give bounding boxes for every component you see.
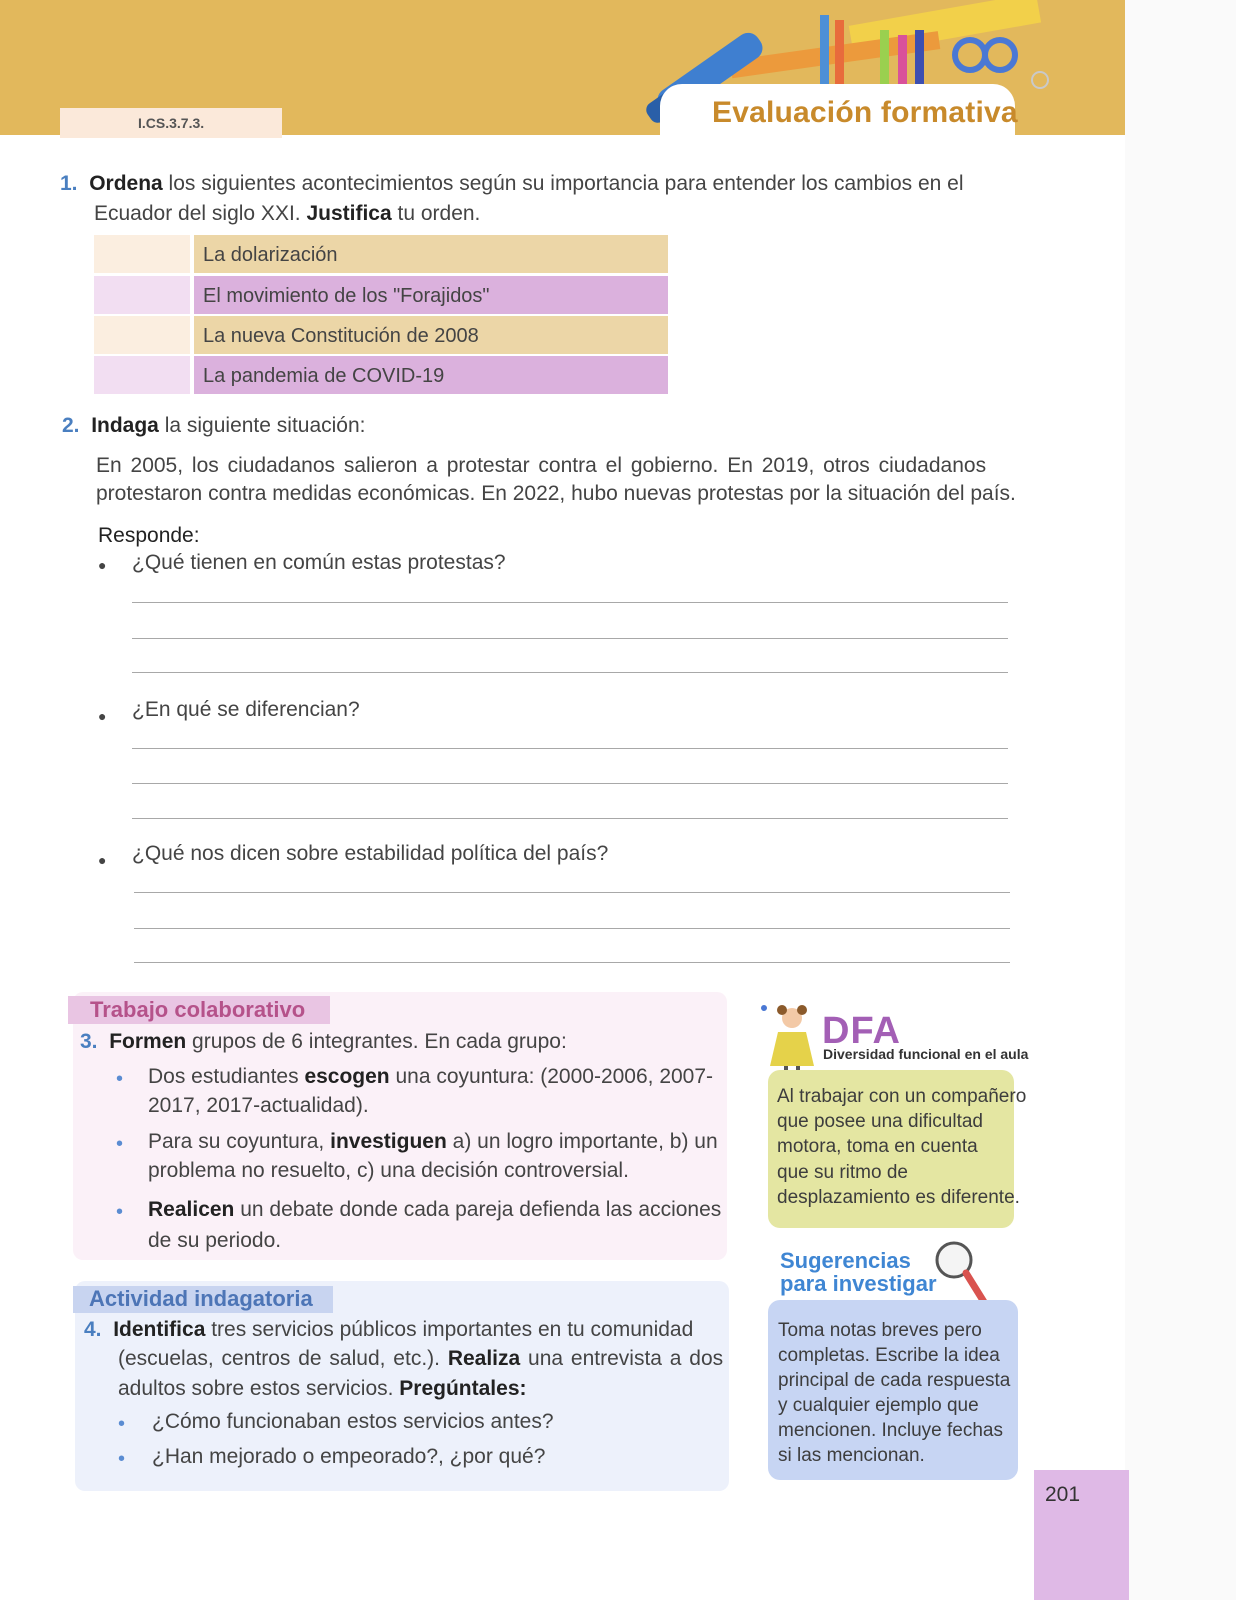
q3-verb: Formen [109, 1030, 187, 1053]
answer-line[interactable] [134, 962, 1010, 963]
answer-line[interactable] [134, 892, 1010, 893]
text: a) un logro importante, b) un [446, 1130, 718, 1153]
dfa-line: Al trabajar con un compañero [777, 1086, 1027, 1107]
q2-number: 2. [62, 414, 80, 437]
text: Dos estudiantes [148, 1065, 305, 1088]
q1-verb2: Justifica [306, 202, 392, 225]
bullet-icon: • [118, 1413, 126, 1435]
q3-text: grupos de 6 integrantes. En cada grupo: [186, 1030, 567, 1053]
q3-bullet1-line1 [148, 1065, 713, 1089]
inquiry-activity-tab [73, 1286, 333, 1313]
order-input-cell[interactable] [94, 356, 190, 394]
text: tres servicios públicos importantes en tu comunidad [205, 1318, 694, 1341]
event-label: La dolarización [203, 244, 338, 266]
indicator-code-tab [60, 108, 282, 138]
dfa-line: motora, toma en cuenta [777, 1136, 978, 1157]
q2-text: la siguiente situación: [158, 414, 366, 437]
text: un debate donde cada pareja defienda las acciones [234, 1198, 722, 1221]
event-row [94, 316, 668, 354]
inquiry-activity-label: Actividad indagatoria [89, 1286, 313, 1311]
q3-bullet3-line2: de su periodo. [148, 1229, 282, 1252]
page-number: 201 [1045, 1483, 1081, 1506]
q4-line1 [84, 1318, 693, 1342]
event-label: La pandemia de COVID-19 [203, 365, 445, 387]
page-margin [1125, 0, 1236, 1600]
q2-question-1: ¿Qué tienen en común estas protestas? [132, 551, 506, 574]
collaborative-work-tab [68, 996, 330, 1024]
bullet-icon: ● [98, 852, 107, 868]
q2-question-3: ¿Qué nos dicen sobre estabilidad política del país? [132, 842, 609, 865]
q2-heading [62, 410, 366, 441]
text: adultos sobre estos servicios. [118, 1377, 400, 1400]
q4-number: 4. [84, 1318, 102, 1341]
magnifying-glass-icon [930, 1238, 990, 1308]
q1-text-a: los siguientes acontecimientos según su importancia para entender los cambios en el [162, 172, 964, 195]
suggestion-line: si las mencionan. [778, 1445, 925, 1466]
q2-paragraph-line2: protestaron contra medidas económicas. En 2022, hubo nuevas protestas por la situación del país. [96, 482, 1016, 505]
event-cell [194, 235, 668, 273]
q3-heading [80, 1030, 567, 1054]
suggestions-box [768, 1300, 1018, 1480]
q3-bullet1-line2: 2017, 2017-actualidad). [148, 1094, 369, 1117]
answer-line[interactable] [134, 928, 1010, 929]
suggestions-title-line2: para investigar [780, 1271, 937, 1296]
suggestion-line: y cualquier ejemplo que [778, 1395, 979, 1416]
event-cell [194, 276, 668, 314]
answer-line[interactable] [132, 818, 1008, 819]
suggestions-title-line1: Sugerencias [780, 1248, 911, 1273]
q2-paragraph-line1: En 2005, los ciudadanos salieron a protestar contra el gobierno. En 2019, otros ciudadanos [96, 454, 987, 477]
q1-line2 [94, 198, 480, 229]
dfa-title: DFA [822, 1010, 901, 1052]
section-title: Evaluación formativa [712, 96, 1018, 129]
indicator-code: I.CS.3.7.3. [138, 115, 205, 131]
verb: Realiza [447, 1347, 521, 1370]
q3-number: 3. [80, 1030, 98, 1053]
bullet-icon: • [116, 1133, 124, 1155]
bullet-icon: • [116, 1068, 124, 1090]
event-row [94, 356, 668, 394]
verb: Pregúntales: [399, 1377, 527, 1400]
dfa-line: que su ritmo de [777, 1162, 908, 1183]
q4-line2 [118, 1347, 723, 1371]
answer-line[interactable] [132, 672, 1008, 673]
collaborative-work-label: Trabajo colaborativo [90, 997, 306, 1022]
q1-line1 [60, 168, 964, 199]
text: una coyuntura: (2000-2006, 2007- [389, 1065, 714, 1088]
q4-bullet1: ¿Cómo funcionaban estos servicios antes? [152, 1410, 554, 1433]
bullet-icon: ● [98, 557, 107, 573]
respond-label: Responde: [98, 524, 200, 547]
q4-bullet2: ¿Han mejorado o empeorado?, ¿por qué? [152, 1445, 546, 1468]
order-input-cell[interactable] [94, 276, 190, 314]
q4-verb: Identifica [113, 1318, 206, 1341]
q3-bullet2-line1 [148, 1130, 718, 1154]
bullet-icon: • [118, 1448, 126, 1470]
text: (escuelas, centros de salud, etc.). [118, 1347, 448, 1370]
suggestion-line: completas. Escribe la idea [778, 1345, 1000, 1366]
q1-number: 1. [60, 172, 78, 195]
suggestion-line: Toma notas breves pero [778, 1320, 982, 1341]
dfa-line: que posee una dificultad [777, 1111, 983, 1132]
text: una entrevista a dos [520, 1347, 724, 1370]
q1-verb: Ordena [89, 172, 163, 195]
q2-question-2: ¿En qué se diferencian? [132, 698, 360, 721]
q4-line3 [118, 1377, 527, 1401]
girl-illustration [756, 1000, 826, 1078]
event-row [94, 235, 668, 273]
q2-verb: Indaga [91, 414, 159, 437]
answer-line[interactable] [132, 748, 1008, 749]
event-cell [194, 316, 668, 354]
dfa-note-box [768, 1070, 1027, 1228]
text: Para su coyuntura, [148, 1130, 331, 1153]
verb: investiguen [330, 1130, 447, 1153]
event-label: El movimiento de los "Forajidos" [203, 285, 490, 307]
event-row [94, 276, 668, 314]
order-input-cell[interactable] [94, 316, 190, 354]
answer-line[interactable] [132, 638, 1008, 639]
verb: escogen [304, 1065, 390, 1088]
event-cell [194, 356, 668, 394]
bullet-icon: • [116, 1201, 124, 1223]
q3-bullet2-line2: problema no resuelto, c) una decisión controversial. [148, 1159, 629, 1182]
verb: Realicen [148, 1198, 235, 1221]
suggestion-line: principal de cada respuesta [778, 1370, 1011, 1391]
dfa-line: desplazamiento es diferente. [777, 1187, 1020, 1208]
dfa-subtitle: Diversidad funcional en el aula [823, 1046, 1029, 1062]
q3-bullet3-line1 [148, 1198, 721, 1222]
order-input-cell[interactable] [94, 235, 190, 273]
bullet-icon: ● [98, 708, 107, 724]
q1-text-b: Ecuador del siglo XXI. [94, 202, 307, 225]
q1-text-c: tu orden. [391, 202, 481, 225]
answer-line[interactable] [132, 783, 1008, 784]
suggestion-line: mencionen. Incluye fechas [778, 1420, 1003, 1441]
answer-line[interactable] [132, 602, 1008, 603]
event-label: La nueva Constitución de 2008 [203, 325, 479, 347]
